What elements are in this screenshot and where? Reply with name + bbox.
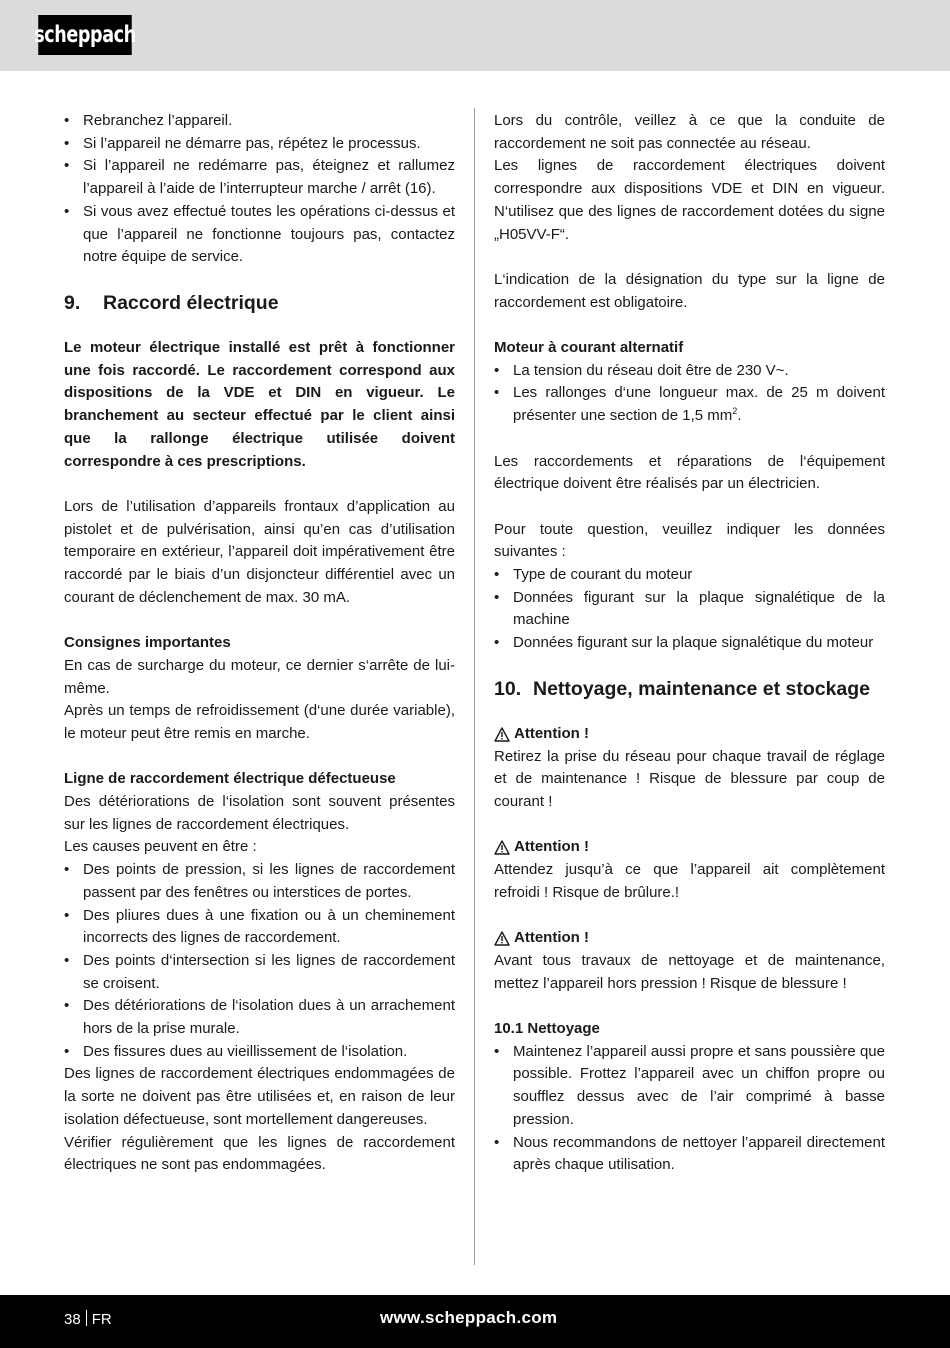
- paragraph: Des lignes de raccordement électriques endommagées de la sorte ne doivent pas être utilisées et, en raison de leur isolation défectueuse, sont mortellement dangereuses.: [64, 1065, 455, 1128]
- attention-label: Attention !: [514, 838, 589, 856]
- bullet-list: [64, 859, 455, 1063]
- list-item: [494, 632, 885, 655]
- spacer: [494, 905, 885, 928]
- list-item-text: Maintenez l’appareil aussi propre et sans poussière que possible. Frottez l’appareil avec un chiffon propre ou soufflez dessus avec de l’air comprimé à basse pression.: [513, 1042, 885, 1128]
- subheading: Le moteur électrique installé est prêt à fonctionner une fois raccordé. Le raccordement correspond aux dispositions de la VDE et DIN en vigueur. Le branchement au secteur effectué par le client ainsi que la rallonge électrique utilisée doivent correspondre à ces prescriptions.: [64, 339, 455, 470]
- list-item: [64, 1041, 455, 1064]
- bullet-icon: •: [64, 1042, 70, 1060]
- spacer: [64, 473, 455, 496]
- list-item: [64, 859, 455, 904]
- bullet-list: [64, 110, 455, 269]
- list-item-text: Des points d‘intersection si les lignes de raccordement se croisent.: [83, 951, 455, 992]
- bullet-icon: •: [494, 1042, 500, 1060]
- list-item: [494, 360, 885, 383]
- right-column: [494, 110, 885, 1177]
- section-number: 10.: [494, 677, 522, 700]
- spacer: [494, 655, 885, 678]
- bullet-icon: •: [494, 634, 500, 652]
- bullet-icon: •: [494, 361, 500, 379]
- bullet-icon: •: [64, 951, 70, 969]
- paragraph: L‘indication de la désignation du type sur la ligne de raccordement est obligatoire.: [494, 270, 885, 311]
- bullet-icon: •: [494, 566, 500, 583]
- bullet-icon: •: [64, 997, 70, 1015]
- bullet-icon: •: [64, 906, 70, 924]
- spacer: [64, 269, 455, 292]
- attention-label: Attention !: [514, 724, 589, 742]
- paragraph: Attendez jusqu’à ce que l’appareil ait complètement refroidi ! Risque de brûlure.!: [494, 861, 885, 901]
- spacer: [494, 814, 885, 837]
- section-heading: [494, 678, 885, 701]
- list-item: [494, 1132, 885, 1177]
- bullet-icon: •: [494, 1133, 500, 1151]
- list-item: [494, 587, 885, 632]
- list-item: [494, 564, 885, 587]
- page-number: 38: [64, 1311, 81, 1328]
- subheading: Consignes importantes: [64, 634, 231, 652]
- bullet-icon: •: [494, 588, 500, 606]
- separator: [86, 1310, 87, 1326]
- list-item-text: Si l’appareil ne démarre pas, répétez le processus.: [83, 134, 421, 152]
- attention-notice: [494, 927, 885, 950]
- list-item: [64, 995, 455, 1040]
- list-item-text: Rebranchez l’appareil.: [83, 112, 233, 129]
- list-item: [64, 905, 455, 950]
- section-title: Nettoyage, maintenance et stockage: [533, 677, 871, 700]
- spacer: [494, 995, 885, 1018]
- list-item-text: Les rallonges d‘une longueur max. de 25 m doivent présenter une section de 1,5 mm: [513, 384, 885, 425]
- bullet-icon: •: [64, 861, 70, 879]
- spacer: [64, 746, 455, 769]
- list-item: [64, 110, 455, 133]
- list-item: [494, 1041, 885, 1132]
- list-item: [64, 950, 455, 995]
- list-item-text: Données figurant sur la plaque signalétique du moteur: [513, 634, 874, 652]
- section-heading: [64, 292, 455, 315]
- bullet-icon: •: [64, 112, 70, 129]
- list-item-text: Données figurant sur la plaque signalétique de la machine: [513, 588, 885, 629]
- paragraph: Après un temps de refroidissement (d‘une durée variable), le moteur peut être remis en marche.: [64, 702, 455, 742]
- spacer: [494, 496, 885, 519]
- list-item-text: Des fissures dues au vieillissement de l‘isolation.: [83, 1042, 408, 1060]
- spacer: [494, 314, 885, 337]
- bullet-list: [494, 1041, 885, 1177]
- spacer: [64, 314, 455, 337]
- list-item-text: Si l’appareil ne redémarre pas, éteignez et rallumez l’appareil à l’aide de l’interrupteur marche / arrêt (16).: [83, 157, 455, 198]
- subheading: Ligne de raccordement électrique défectueuse: [64, 770, 396, 788]
- paragraph: Lors du contrôle, veillez à ce que la conduite de raccordement ne soit pas connectée au réseau.: [494, 112, 885, 152]
- paragraph: Pour toute question, veuillez indiquer les données suivantes :: [494, 520, 885, 561]
- list-item-text: Des pliures dues à une fixation ou à un cheminement incorrects des lignes de raccordement.: [83, 906, 455, 947]
- attention-label: Attention !: [514, 929, 589, 947]
- paragraph: Les lignes de raccordement électriques doivent correspondre aux dispositions VDE et DIN en vigueur. N‘utilisez que des lignes de raccordement dotées du signe „H05VV-F“.: [494, 157, 885, 243]
- list-item-text: Nous recommandons de nettoyer l’appareil directement après chaque utilisation.: [513, 1133, 885, 1174]
- paragraph: Des détériorations de l‘isolation sont souvent présentes sur les lignes de raccordement électriques.: [64, 793, 455, 833]
- section-title: Raccord électrique: [103, 291, 279, 314]
- bullet-icon: •: [64, 134, 70, 152]
- list-item: [494, 382, 885, 427]
- list-item: [64, 155, 455, 200]
- spacer: [494, 246, 885, 269]
- paragraph: Avant tous travaux de nettoyage et de maintenance, mettez l’appareil hors pression ! Risque de blessure !: [494, 951, 885, 992]
- paragraph: Les raccordements et réparations de l‘équipement électrique doivent être réalisés par un électricien.: [494, 452, 885, 493]
- section-number: 9.: [64, 291, 81, 314]
- bullet-icon: •: [64, 202, 70, 220]
- bullet-icon: •: [494, 384, 500, 402]
- column-divider: [474, 108, 475, 1265]
- bullet-icon: •: [64, 157, 70, 175]
- list-item-suffix: .: [737, 407, 742, 425]
- left-column: [64, 110, 455, 1177]
- paragraph: Lors de l’utilisation d’appareils frontaux d’application au pistolet et de pulvérisation, ainsi qu’en cas d’utilisation temporaire en extérieur, l’appareil doit impérativement être raccordé par le biais d’un disjoncteur différentiel avec un courant de déclenchement de max. 30 mA.: [64, 497, 455, 606]
- list-item-text: La tension du réseau doit être de 230 V~.: [513, 361, 789, 379]
- bullet-list: [494, 360, 885, 428]
- superscript: 2: [732, 406, 738, 417]
- warning-triangle-icon: [494, 840, 514, 855]
- attention-notice: [494, 836, 885, 859]
- subheading: 10.1 Nettoyage: [494, 1019, 600, 1037]
- website-link[interactable]: www.scheppach.com: [380, 1308, 558, 1327]
- list-item: [64, 201, 455, 269]
- spacer: [494, 428, 885, 451]
- list-item-text: Type de courant du moteur: [513, 566, 693, 583]
- paragraph: Les causes peuvent en être :: [64, 838, 257, 856]
- page-header: [0, 0, 950, 71]
- list-item-text: Des points de pression, si les lignes de raccordement passent par des fenêtres ou interstices de portes.: [83, 861, 455, 901]
- paragraph: En cas de surcharge du moteur, ce dernier s‘arrête de lui-même.: [64, 656, 455, 697]
- spacer: [494, 700, 885, 723]
- warning-triangle-icon: [494, 931, 514, 946]
- paragraph: Retirez la prise du réseau pour chaque travail de réglage et de maintenance ! Risque de blessure par coup de courant !: [494, 747, 885, 810]
- attention-notice: [494, 723, 885, 746]
- list-item-text: Des détériorations de l‘isolation dues à un arrachement hors de la prise murale.: [83, 997, 455, 1038]
- language-code: FR: [91, 1311, 112, 1328]
- paragraph: Vérifier régulièrement que les lignes de raccordement électriques ne sont pas endommagées.: [64, 1133, 455, 1174]
- list-item-text: Si vous avez effectué toutes les opérations ci-dessus et que l’appareil ne fonctionne toujours pas, contactez notre équipe de service.: [83, 202, 455, 266]
- list-item: [64, 133, 455, 156]
- subheading: Moteur à courant alternatif: [494, 339, 684, 356]
- warning-triangle-icon: [494, 727, 514, 742]
- page-footer: [0, 1295, 950, 1348]
- page-indicator: [64, 1310, 112, 1328]
- scheppach-logo: scheppach: [38, 15, 132, 55]
- spacer: [64, 609, 455, 632]
- bullet-list: [494, 564, 885, 655]
